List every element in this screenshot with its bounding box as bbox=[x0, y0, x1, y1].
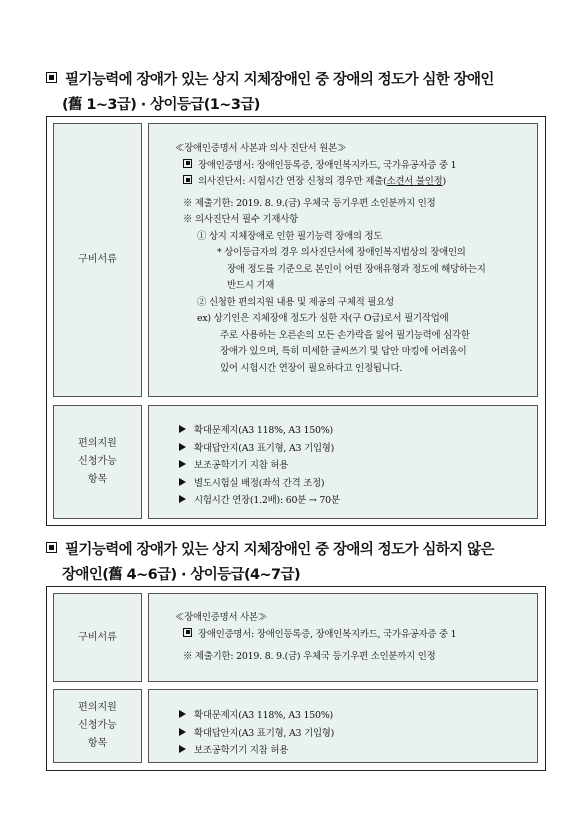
section2-support-label-cell: 편의지원 신청가능 항목 bbox=[53, 689, 142, 763]
section2-support-content-cell bbox=[148, 689, 538, 763]
support-item: 확대문제지(A3 118%, A3 150%) bbox=[179, 707, 537, 725]
section1-heading-line2: (舊 1~3급) · 상이등급(1~3급) bbox=[62, 97, 260, 113]
support-item: 별도시험실 배정(좌석 간격 조정) bbox=[179, 475, 537, 493]
support-item: 보조공학기기 지참 허용 bbox=[179, 457, 537, 475]
triangle-bullet-icon bbox=[179, 728, 186, 736]
triangle-bullet-icon bbox=[179, 460, 186, 468]
section2-heading-line2: 장애인(舊 4~6급) · 상이등급(4~7급) bbox=[62, 567, 300, 583]
filled-square-bullet-icon bbox=[183, 159, 192, 168]
support-item: 확대문제지(A3 118%, A3 150%) bbox=[179, 422, 537, 440]
required-item-1-note: 장애 정도를 기준으로 본인이 어떤 장애유형과 정도에 해당하는지 bbox=[227, 263, 486, 275]
no-opinion-note: 소견서 불인정 bbox=[386, 176, 443, 187]
docs-label: 구비서류 bbox=[78, 254, 117, 265]
section1-support-content-cell bbox=[148, 405, 538, 519]
docs-item-certificate: 장애인증명서: 장애인등록증, 장애인복지카드, 국가유공자증 중 1 bbox=[175, 158, 537, 175]
section1-support-label-cell: 편의지원 신청가능 항목 bbox=[53, 405, 142, 519]
docs-title: ≪장애인증명서 사본≫ bbox=[175, 612, 267, 623]
example-text: 주로 사용하는 오른손의 모든 손가락을 잃어 필기능력에 심각한 bbox=[220, 329, 470, 341]
filled-square-bullet-icon bbox=[46, 542, 57, 553]
section2-docs-label-cell bbox=[53, 593, 142, 682]
filled-square-bullet-icon bbox=[183, 175, 192, 184]
docs-item-diagnosis: 의사진단서: 시험시간 연장 신청의 경우만 제출(소견서 불인정) bbox=[175, 174, 537, 191]
support-item: 확대답안지(A3 표기형, A3 기입형) bbox=[179, 725, 537, 743]
filled-square-bullet-icon bbox=[46, 72, 57, 83]
required-item-1: ① 상지 지체장애로 인한 필기능력 장애의 정도 bbox=[197, 230, 383, 242]
triangle-bullet-icon bbox=[179, 425, 186, 433]
triangle-bullet-icon bbox=[179, 478, 186, 486]
section1-docs-content-cell bbox=[148, 123, 538, 397]
example-text: 장애가 있으며, 특히 미세한 글씨쓰기 및 답안 마킹에 어려움이 bbox=[220, 346, 467, 357]
required-item-1-note: * 상이등급자의 경우 의사진단서에 장애인복지법상의 장애인의 bbox=[217, 247, 466, 258]
support-item: 확대답안지(A3 표기형, A3 기입형) bbox=[179, 440, 537, 458]
required-item-1-note: 반드시 기재 bbox=[227, 280, 275, 291]
filled-square-bullet-icon bbox=[183, 628, 192, 637]
support-item: 시험시간 연장(1.2배): 60분 → 70분 bbox=[179, 492, 537, 510]
section1-heading bbox=[46, 68, 494, 114]
section2-heading bbox=[46, 538, 494, 584]
triangle-bullet-icon bbox=[179, 745, 186, 753]
support-item: 보조공학기기 지참 허용 bbox=[179, 742, 537, 760]
section1-heading-line1: 필기능력에 장애가 있는 상지 지체장애인 중 장애의 정도가 심한 장애인 bbox=[65, 72, 494, 88]
docs-title: ≪장애인증명서 사본과 의사 진단서 원본≫ bbox=[175, 143, 347, 154]
triangle-bullet-icon bbox=[179, 443, 186, 451]
section2-docs-content-cell bbox=[148, 593, 538, 682]
section1-docs-label-cell bbox=[53, 123, 142, 397]
example-text: ex) 상기인은 지체장애 정도가 심한 자(구 O급)로서 필기작업에 bbox=[197, 313, 449, 324]
example-text: 있어 시험시간 연장이 필요하다고 인정됩니다. bbox=[220, 362, 403, 374]
deadline-note: ※ 제출기한: 2019. 8. 9.(금) 우체국 등기우편 소인분까지 인정 bbox=[183, 197, 436, 209]
triangle-bullet-icon bbox=[179, 710, 186, 718]
docs-item-certificate: 장애인증명서: 장애인등록증, 장애인복지카드, 국가유공자증 중 1 bbox=[175, 627, 537, 644]
section2-heading-line1: 필기능력에 장애가 있는 상지 지체장애인 중 장애의 정도가 심하지 않은 bbox=[65, 542, 494, 558]
deadline-note: ※ 제출기한: 2019. 8. 9.(금) 우체국 등기우편 소인분까지 인정 bbox=[183, 651, 436, 662]
docs-label: 구비서류 bbox=[78, 631, 117, 643]
triangle-bullet-icon bbox=[179, 495, 186, 503]
required-item-2: ② 신청한 편의지원 내용 및 제공의 구체적 필요성 bbox=[197, 296, 394, 308]
required-items-title: ※ 의사진단서 필수 기재사항 bbox=[183, 214, 298, 225]
